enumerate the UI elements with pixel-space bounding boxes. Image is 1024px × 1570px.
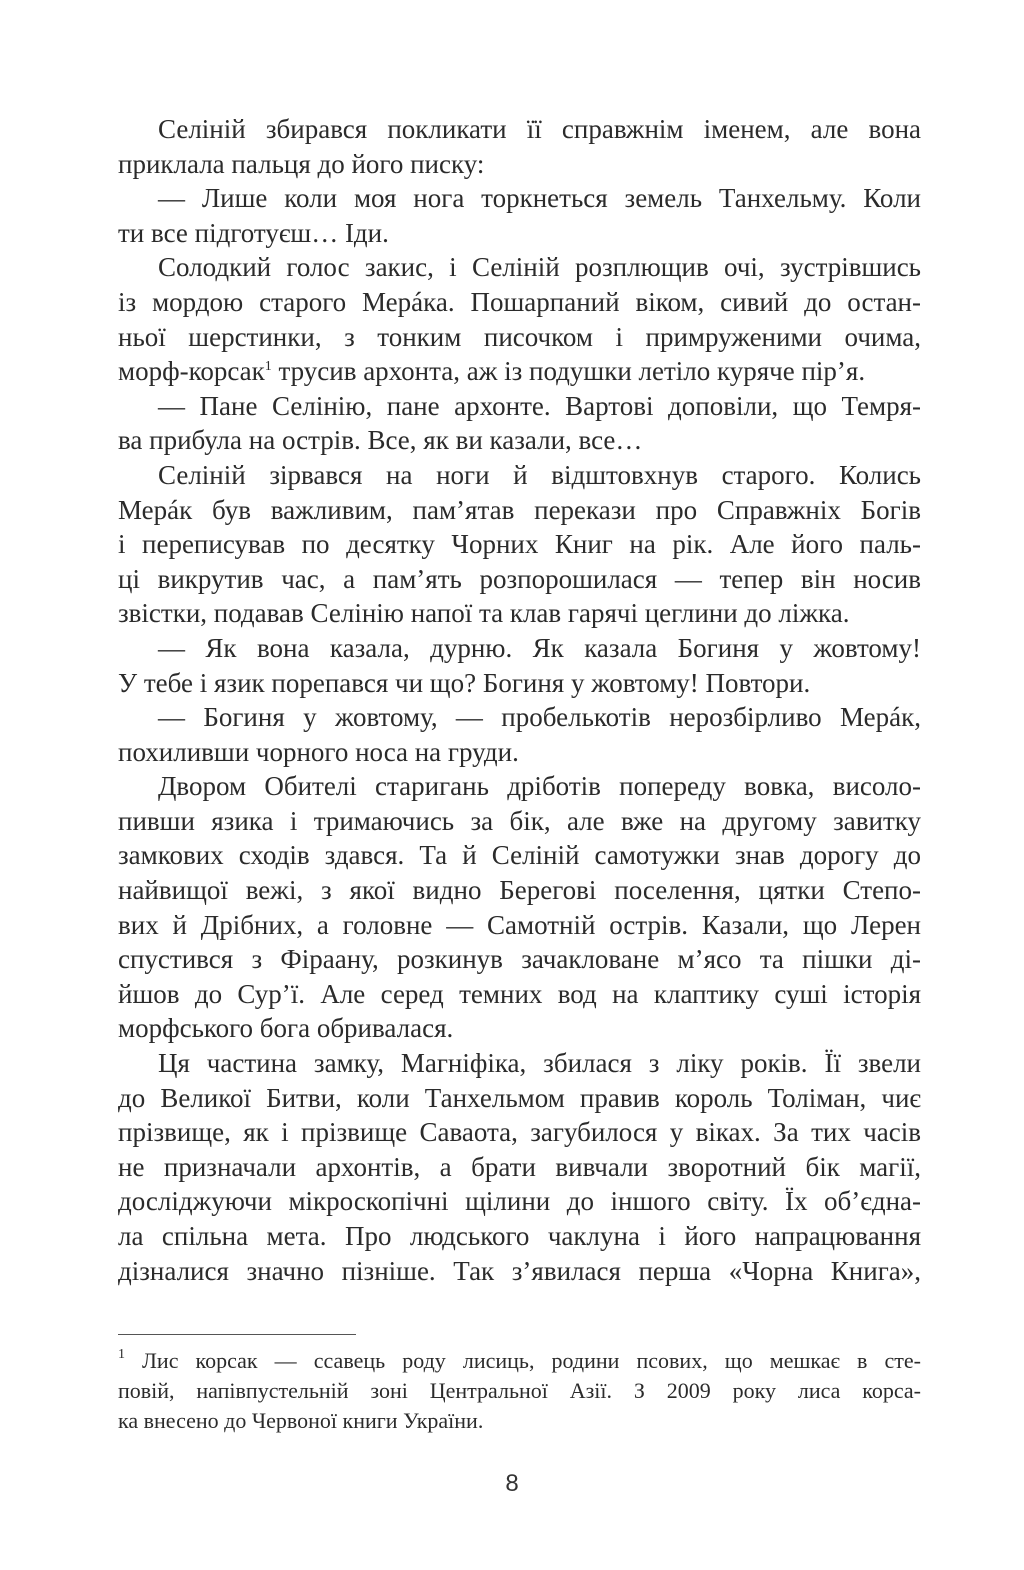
footnote xyxy=(118,1346,921,1436)
text-line: йшов до Сур’ї. Але серед темних вод на клаптику суші історія xyxy=(118,978,921,1009)
text-line: не призначали архонтів, а брати вивчали зворотний бік магії, xyxy=(118,1151,921,1182)
text-line: — Лише коли моя нога торкнеться земель Танхельму. Коли xyxy=(158,183,921,214)
text-line: замкових сходів здався. Та й Селіній самотужки знав дорогу до xyxy=(118,840,921,871)
text-line: ньої шерстинки, з тонким писочком і примруженими очима, xyxy=(118,321,921,352)
text-line: У тебе і язик порепався чи що? Богиня у жовтому! Повтори. xyxy=(118,667,811,698)
text-line: ва прибула на острів. Все, як ви казали, все… xyxy=(118,425,643,456)
text-line-with-footnote-ref xyxy=(118,354,921,389)
text-line: Солодкий голос закис, і Селіній розплющив очі, зустрівшись xyxy=(158,252,921,283)
text-line: дізналися значно пізніше. Так з’явилася перша «Чорна Книга», xyxy=(118,1255,921,1286)
footnote-text: Лис корсак — ссавець роду лисиць, родини псових, що мешкає в сте- xyxy=(142,1348,921,1373)
text-line: вих й Дрібних, а головне — Самотній острів. Казали, що Лерен xyxy=(118,909,921,940)
text-line: — Пане Селінію, пане архонте. Вартові доповіли, що Темря- xyxy=(158,390,921,421)
text-line: — Як вона казала, дурню. Як казала Богиня у жовтому! xyxy=(158,632,921,663)
text-fragment: трусив архонта, аж із подушки летіло куряче пір’я. xyxy=(278,356,866,387)
footnote-line: повій, напівпустельній зоні Центральної Азії. З 2009 року лиса корса- xyxy=(118,1378,921,1403)
text-line: прізвище, як і прізвище Саваота, загубилося у віках. За тих часів xyxy=(118,1117,921,1148)
text-line: досліджуючи мікроскопічні щілини до іншого світу. Їх об’єдна- xyxy=(118,1186,921,1217)
page-body xyxy=(118,112,921,1288)
text-line: Мерáк був важливим, пам’ятав перекази про Справжніх Богів xyxy=(118,494,921,525)
text-line: Селіній збирався покликати її справжнім іменем, але вона xyxy=(158,114,921,144)
text-line: спустився з Фіраану, розкинув зачакловане м’ясо та пішки ді- xyxy=(118,944,921,975)
text-line: найвищої вежі, з якої видно Берегові поселення, цятки Степо- xyxy=(118,875,921,906)
footnote-line xyxy=(118,1346,921,1376)
text-line: звістки, подавав Селінію напої та клав гарячі цеглини до ліжка. xyxy=(118,598,850,629)
text-line: ці викрутив час, а пам’ять розпорошилася — тепер він носив xyxy=(118,563,921,594)
text-line: — Богиня у жовтому, — пробелькотів нерозбірливо Мерáк, xyxy=(158,702,921,733)
footnote-line: ка внесено до Червоної книги України. xyxy=(118,1408,484,1433)
text-line: Селіній зірвався на ноги й відштовхнув старого. Колись xyxy=(158,459,921,490)
page-number: 8 xyxy=(505,1470,519,1497)
footnote-divider xyxy=(118,1334,356,1335)
text-line: пивши язика і тримаючись за бік, але вже на другому завитку xyxy=(118,805,921,836)
text-line: морфського бога обривалася. xyxy=(118,1013,454,1044)
text-line: ти все підготуєш… Іди. xyxy=(118,217,389,248)
text-line: і переписував по десятку Чорних Книг на рік. Але його паль- xyxy=(118,529,921,560)
text-line: Ця частина замку, Магніфіка, збилася з ліку років. Її звели xyxy=(158,1048,921,1079)
footnote-reference: 1 xyxy=(264,359,272,375)
text-line: із мордою старого Мерáка. Пошарпаний віком, сивий до остан- xyxy=(118,286,921,317)
text-line: приклала пальця до його писку: xyxy=(118,148,485,179)
text-fragment: морф-корсак xyxy=(118,356,265,387)
text-line: ла спільна мета. Про людського чаклуна і його напрацювання xyxy=(118,1221,921,1251)
text-line: до Великої Битви, коли Танхельмом правив король Толіман, чиє xyxy=(118,1082,921,1113)
footnote-number: 1 xyxy=(118,1347,125,1362)
text-line: похиливши чорного носа на груди. xyxy=(118,736,519,767)
text-line: Двором Обителі старигань дріботів попереду вовка, висоло- xyxy=(158,771,921,802)
